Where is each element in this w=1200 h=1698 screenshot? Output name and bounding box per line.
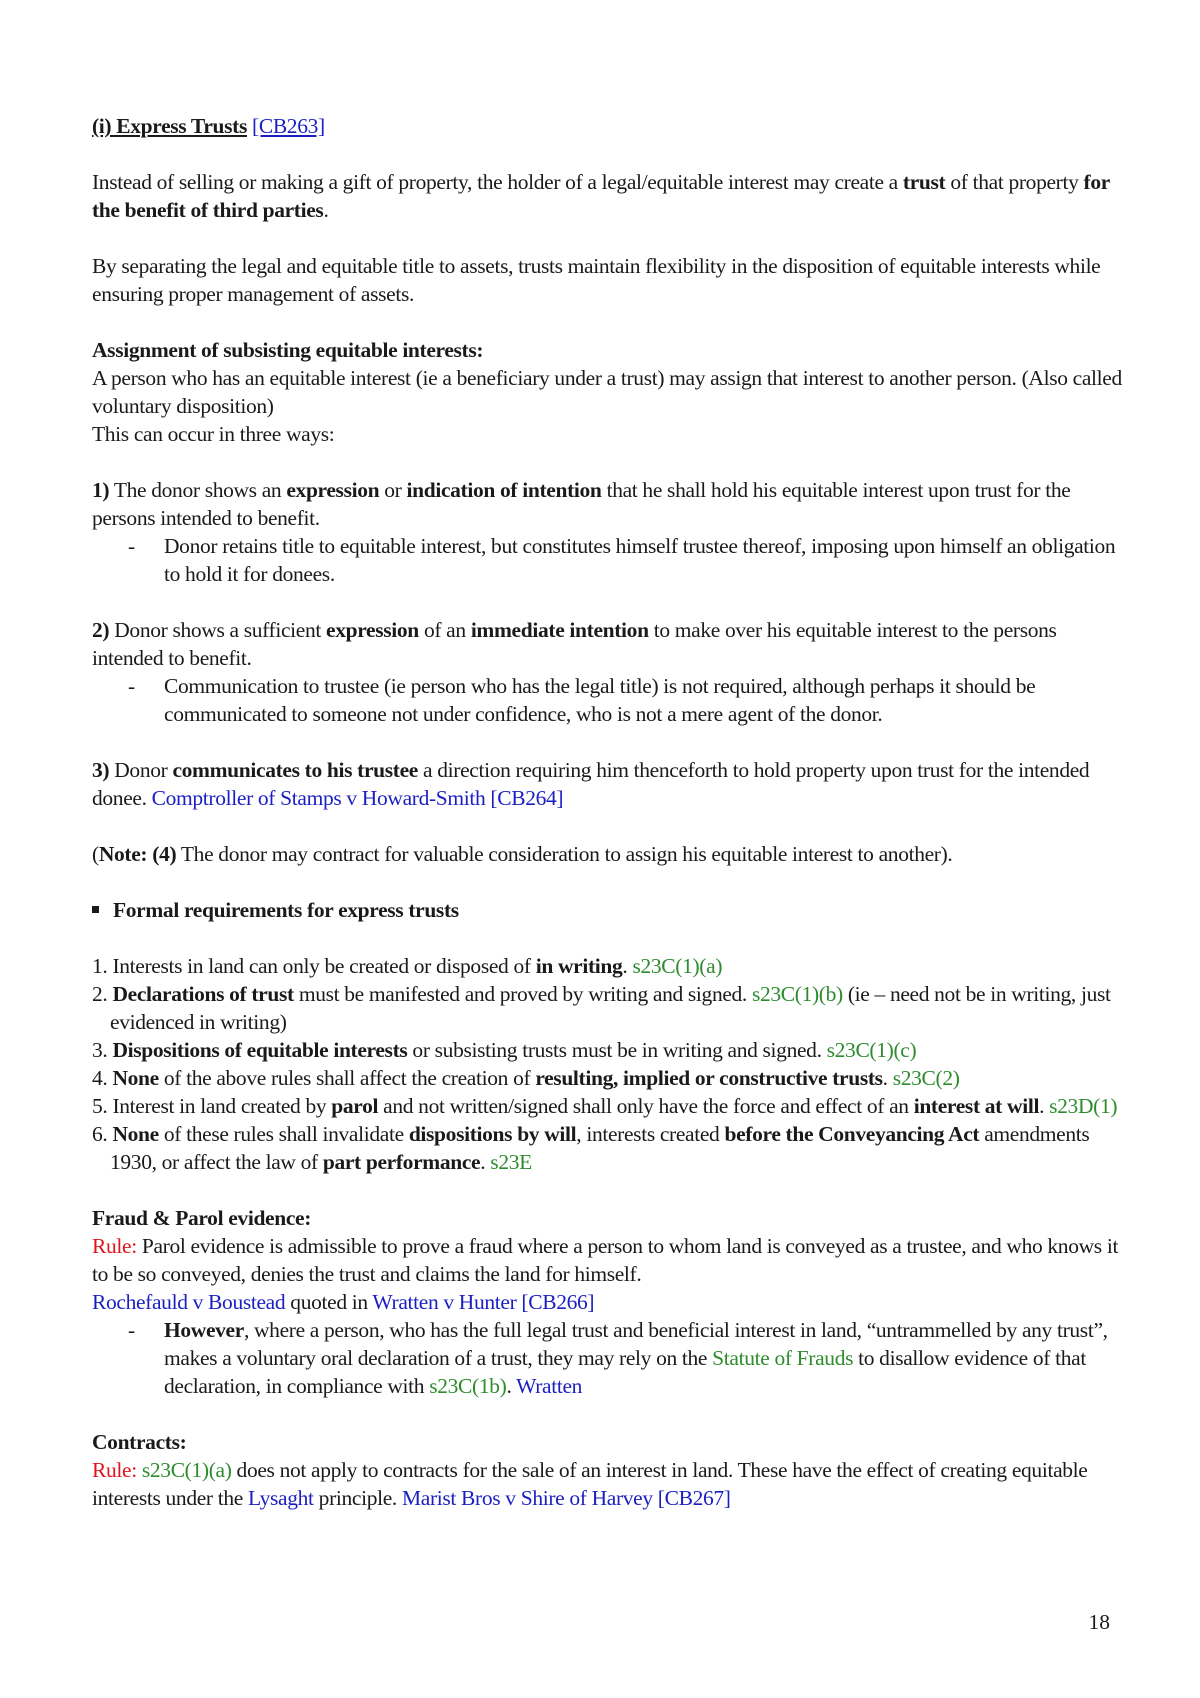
statute-reference: s23D(1) bbox=[1049, 1094, 1118, 1118]
statute-reference: s23C(1)(a) bbox=[141, 1458, 232, 1482]
requirement-item-1: 1. Interests in land can only be created or disposed of in writing. s23C(1)(a) bbox=[92, 954, 723, 978]
assignment-paragraph: A person who has an equitable interest (ie a beneficiary under a trust) may assign that interest to another person. (Also called voluntary disposition) bbox=[92, 366, 1122, 418]
fraud-heading: Fraud & Parol evidence: bbox=[92, 1206, 312, 1230]
statute-reference: s23C(1b) bbox=[429, 1374, 507, 1398]
case-reference: Wratten bbox=[516, 1374, 583, 1398]
note-paragraph: (Note: (4) The donor may contract for valuable consideration to assign his equitable interest to another). bbox=[92, 842, 953, 866]
requirement-item-5: 5. Interest in land created by parol and not written/signed shall only have the force and effect of an interest at will. s23D(1) bbox=[92, 1094, 1118, 1118]
requirement-item-6: 6. None of these rules shall invalidate dispositions by will, interests created before the Conveyancing Act amendments 1930, or affect the law of part performance. s23E bbox=[92, 1122, 1090, 1174]
contracts-heading: Contracts: bbox=[92, 1430, 187, 1454]
requirement-item-3: 3. Dispositions of equitable interests or subsisting trusts must be in writing and signed. s23C(1)(c) bbox=[92, 1038, 917, 1062]
intro-paragraph-2: By separating the legal and equitable title to assets, trusts maintain flexibility in the disposition of equitable interests while ensuring proper management of assets. bbox=[92, 254, 1101, 306]
case-reference: Comptroller of Stamps v Howard-Smith [CB264] bbox=[151, 786, 564, 810]
case-reference: Marist Bros v Shire of Harvey [CB267] bbox=[401, 1486, 731, 1510]
way-3: 3) Donor communicates to his trustee a direction requiring him thenceforth to hold property upon trust for the intended donee. Comptroller of Stamps v Howard-Smith [CB264] bbox=[92, 758, 1090, 810]
requirement-item-4: 4. None of the above rules shall affect the creation of resulting, implied or constructive trusts. s23C(2) bbox=[92, 1066, 960, 1090]
page-content bbox=[92, 112, 1122, 1512]
contracts-rule: Rule: s23C(1)(a) does not apply to contracts for the sale of an interest in land. These have the effect of creating equitable interests under the Lysaght principle. Marist Bros v Shire of Harvey [CB267] bbox=[92, 1458, 1088, 1510]
fraud-subpoint: - However, where a person, who has the full legal trust and beneficial interest in land, “untrammelled by any trust”, makes a voluntary oral declaration of a trust, they may rely on the Statute of Frauds to disallow evidence of that declaration, in compliance with s23C(1b). Wratten bbox=[128, 1318, 1108, 1398]
case-reference: Rochefauld v Boustead bbox=[92, 1290, 286, 1314]
formal-requirements-heading: Formal requirements for express trusts bbox=[92, 896, 1122, 924]
statute-reference: s23C(1)(a) bbox=[632, 954, 723, 978]
statute-reference: s23C(1)(b) bbox=[751, 982, 843, 1006]
requirement-item-2: 2. Declarations of trust must be manifested and proved by writing and signed. s23C(1)(b) (ie – need not be in writing, just evidenced in writing) bbox=[92, 982, 1111, 1034]
way-2: 2) Donor shows a sufficient expression of an immediate intention to make over his equitable interest to the persons intended to benefit. bbox=[92, 618, 1057, 670]
assignment-heading: Assignment of subsisting equitable interests: bbox=[92, 338, 484, 362]
statute-reference: s23C(2) bbox=[892, 1066, 960, 1090]
statute-reference: Statute of Frauds bbox=[712, 1346, 854, 1370]
fraud-rule: Rule: Parol evidence is admissible to prove a fraud where a person to whom land is conveyed as a trustee, and who knows it to be so conveyed, denies the trust and claims the land for himself. bbox=[92, 1234, 1119, 1286]
way-1-subpoint: - Donor retains title to equitable interest, but constitutes himself trustee thereof, imposing upon himself an obligation to hold it for donees. bbox=[128, 534, 1116, 586]
statute-reference: s23E bbox=[490, 1150, 532, 1174]
intro-paragraph-1: Instead of selling or making a gift of property, the holder of a legal/equitable interest may create a trust of that property for the benefit of third parties. bbox=[92, 170, 1110, 222]
case-reference: Wratten v Hunter [CB266] bbox=[372, 1290, 595, 1314]
page-number: 18 bbox=[1088, 1610, 1110, 1634]
square-bullet-icon bbox=[92, 906, 99, 913]
rule-label: Rule: bbox=[92, 1458, 137, 1482]
rule-label: Rule: bbox=[92, 1234, 137, 1258]
way-1: 1) The donor shows an expression or indication of intention that he shall hold his equitable interest upon trust for the persons intended to benefit. bbox=[92, 478, 1071, 530]
way-2-subpoint: - Communication to trustee (ie person who has the legal title) is not required, although perhaps it should be communicated to someone not under confidence, who is not a mere agent of the donor. bbox=[128, 674, 1036, 726]
case-reference: [CB263] bbox=[252, 114, 325, 138]
statute-reference: s23C(1)(c) bbox=[826, 1038, 917, 1062]
case-reference: Lysaght bbox=[248, 1486, 314, 1510]
fraud-cases: Rochefauld v Boustead quoted in Wratten v Hunter [CB266] bbox=[92, 1290, 595, 1314]
section-heading bbox=[92, 112, 1122, 140]
section-title: (i) Express Trusts bbox=[92, 114, 247, 138]
assignment-ways-intro: This can occur in three ways: bbox=[92, 422, 335, 446]
